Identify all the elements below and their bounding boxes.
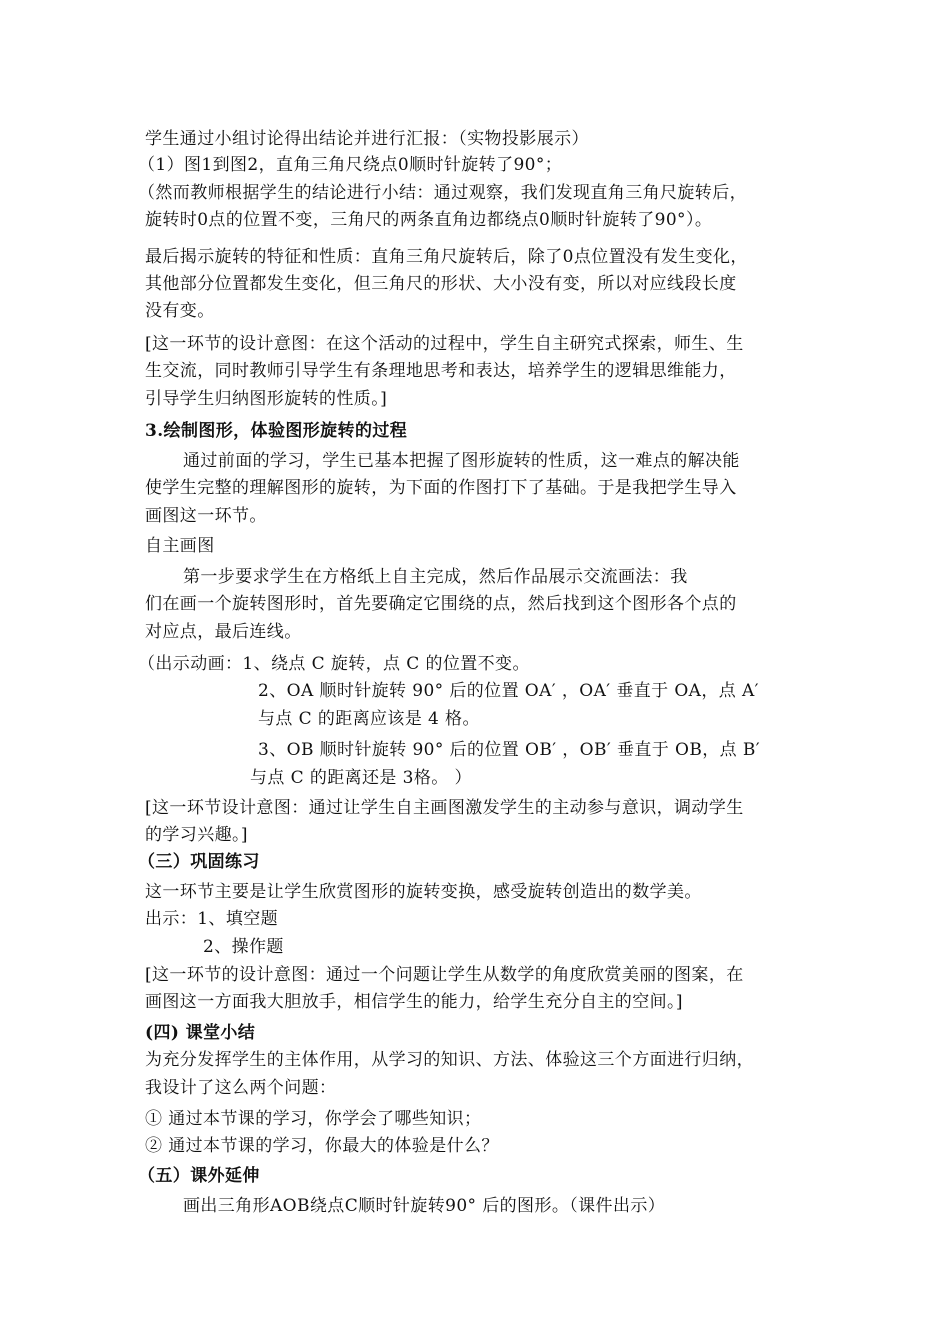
section-heading: (四) 课堂小结 [145,1023,256,1043]
text-line: 与点 C 的距离应该是 4 格。 [258,709,480,729]
section-heading: （三）巩固练习 [138,852,260,872]
text-line: [这一环节的设计意图：通过一个问题让学生从数学的角度欣赏美丽的图案，在 [145,965,744,985]
text-line: 引导学生归纳图形旋转的性质。] [145,389,388,409]
text-line: 这一环节主要是让学生欣赏图形的旋转变换，感受旋转创造出的数学美。 [145,882,702,902]
text-line: 其他部分位置都发生变化，但三角尺的形状、大小没有变，所以对应线段长度 [145,274,737,294]
text-line: 最后揭示旋转的特征和性质：直角三角尺旋转后，除了0点位置没有发生变化， [145,247,748,267]
text-line: 画出三角形AOB绕点C顺时针旋转90° 后的图形。（课件出示） [183,1196,666,1216]
text-line: 为充分发挥学生的主体作用，从学习的知识、方法、体验这三个方面进行归纳， [145,1050,754,1070]
text-line: （出示动画：1、绕点 C 旋转，点 C 的位置不变。 [138,654,530,674]
text-line: 的学习兴趣。] [145,825,248,845]
text-line: 通过前面的学习，学生已基本把握了图形旋转的性质，这一难点的解决能 [183,451,740,471]
text-line: 画图这一环节。 [145,506,267,526]
section-heading: 3.绘制图形，体验图形旋转的过程 [145,421,408,441]
text-line: （然而教师根据学生的结论进行小结：通过观察，我们发现直角三角尺旋转后， [138,183,747,203]
text-line: 我设计了这么两个问题： [145,1078,337,1098]
text-line: 使学生完整的理解图形的旋转，为下面的作图打下了基础。于是我把学生导入 [145,478,737,498]
text-line: 学生通过小组讨论得出结论并进行汇报：（实物投影展示） [145,129,589,149]
text-line: 2、操作题 [203,937,284,957]
text-line: 画图这一方面我大胆放手，相信学生的能力，给学生充分自主的空间。] [145,992,683,1012]
text-line: 们在画一个旋转图形时，首先要确定它围绕的点，然后找到这个图形各个点的 [145,594,737,614]
text-line: [这一环节设计意图：通过让学生自主画图激发学生的主动参与意识，调动学生 [145,798,744,818]
text-line: 2、OA 顺时针旋转 90° 后的位置 OA′ ，OA′ 垂直于 OA，点 A′ [258,681,759,701]
text-line: 生交流，同时教师引导学生有条理地思考和表达，培养学生的逻辑思维能力， [145,361,737,381]
text-line: 出示：1、填空题 [145,909,279,929]
text-line: 自主画图 [145,536,215,556]
list-item: ① 通过本节课的学习，你学会了哪些知识； [145,1109,482,1129]
list-item: ② 通过本节课的学习，你最大的体验是什么？ [145,1136,499,1156]
text-line: 旋转时0点的位置不变，三角尺的两条直角边都绕点0顺时针旋转了90°）。 [145,210,713,230]
text-line: （1）图1到图2，直角三角尺绕点0顺时针旋转了90°； [138,155,563,175]
text-line: 与点 C 的距离还是 3格。 ） [250,768,472,788]
text-line: 第一步要求学生在方格纸上自主完成，然后作品展示交流画法：我 [183,567,688,587]
text-line: 对应点，最后连线。 [145,622,302,642]
text-line: [这一环节的设计意图：在这个活动的过程中，学生自主研究式探索，师生、生 [145,334,744,354]
section-heading: （五）课外延伸 [138,1166,260,1186]
text-line: 3、OB 顺时针旋转 90° 后的位置 OB′ ，OB′ 垂直于 OB，点 B′ [258,740,760,760]
text-line: 没有变。 [145,301,215,321]
